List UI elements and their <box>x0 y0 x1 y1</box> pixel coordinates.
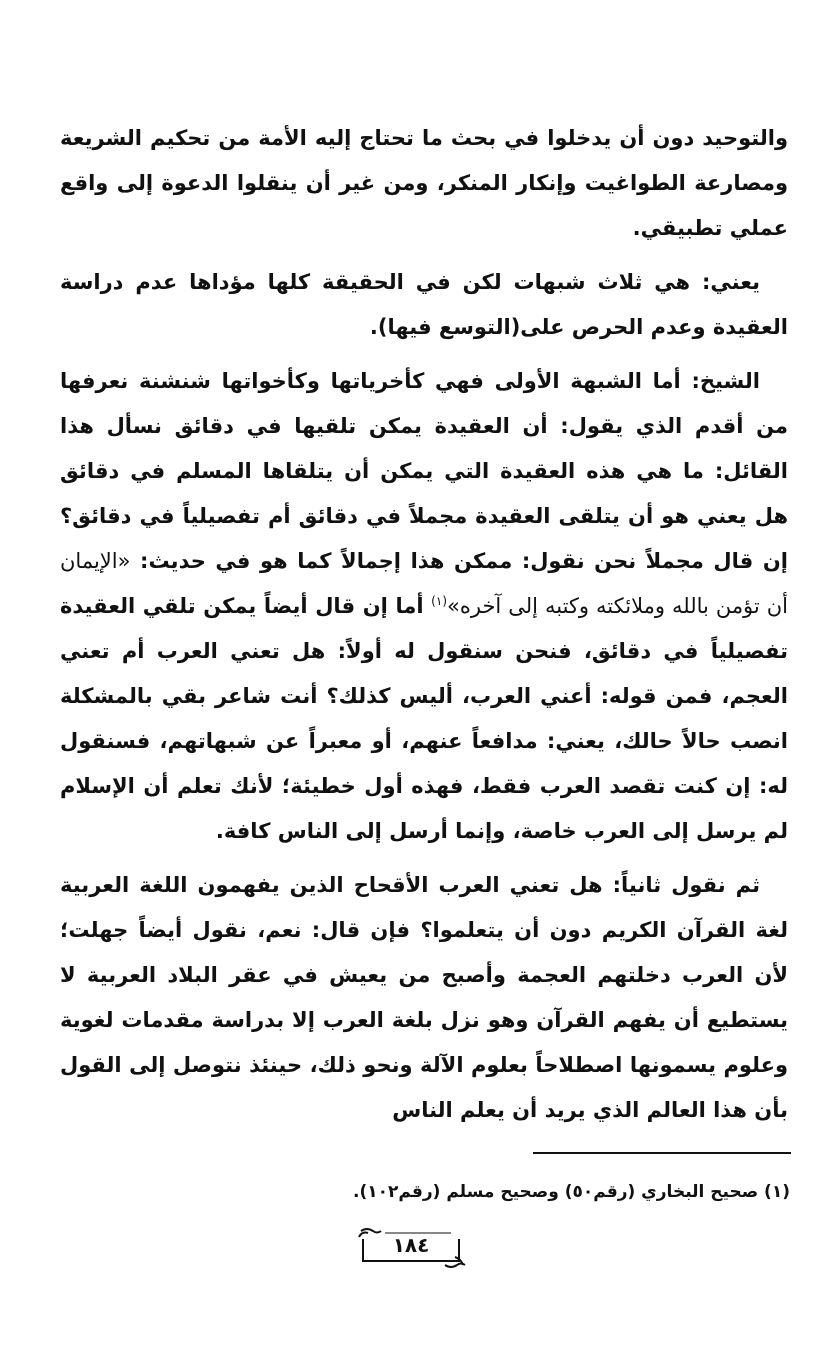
paragraph-1-text: والتوحيد دون أن يدخلوا في بحث ما تحتاج إليه الأمة من تحكيم الشريعة ومصارعة الطواغيت وإنكار المنكر، ومن غير أن ينقلوا الدعوة إلى واقع عملي تطبيقي. <box>60 126 788 240</box>
paragraph-4 <box>60 863 788 1133</box>
footnote <box>300 1178 790 1206</box>
footnote-text: (١) صحيح البخاري (رقم٥٠) وصحيح مسلم (رقم١٠٢). <box>353 1182 790 1202</box>
paragraph-1 <box>60 116 788 251</box>
hadith-quote: «الإيمان أن تؤمن بالله وملائكته وكتبه إلى آخره» <box>60 549 789 618</box>
paragraph-2-text: هي ثلاث شبهات لكن في الحقيقة كلها مؤداها عدم دراسة العقيدة وعدم الحرص على(التوسع فيها). <box>60 270 788 339</box>
speaker-label-sheikh: الشيخ: <box>691 369 760 393</box>
main-text-body <box>60 116 788 1142</box>
footnote-reference: (١) <box>431 594 447 608</box>
page-number: ١٨٤ <box>392 1233 430 1257</box>
footnote-separator <box>533 1152 791 1154</box>
page-number-frame <box>355 1225 467 1269</box>
paragraph-3-text-b: أما إن قال أيضاً يمكن تلقي العقيدة تفصيلياً في دقائق، فنحن سنقول له أولاً: هل تعني العرب أم تعني العجم، فمن قوله: أعني العرب، أليس كذلك؟ أنت شاعر بقي بالمشكلة انصب حالاً حالك، يعني: مدافعاً عنهم، أو معبراً عن شبهاتهم، فسنقول له: إن كنت تقصد العرب فقط، فهذه أول خطيئة؛ لأنك تعلم أن الإسلام لم يرسل إلى العرب خاصة، وإنما أرسل إلى الناس كافة. <box>60 594 788 843</box>
paragraph-3-text-a: أما الشبهة الأولى فهي كأخرياتها وكأخواتها شنشنة نعرفها من أقدم الذي يقول: أن العقيدة يمكن تلقيها في دقائق نسأل هذا القائل: ما هي هذه العقيدة التي يمكن أن يتلقاها المسلم في دقائق هل يعني هو أن يتلقى العقيدة مجملاً في دقائق أم تفصيلياً في دقائق؟ إن قال مجملاً نحن نقول: ممكن هذا إجمالاً كما هو في حديث: <box>60 369 788 573</box>
paragraph-3 <box>60 359 788 854</box>
speaker-label-yaani: يعني: <box>702 270 760 294</box>
paragraph-4-text: ثم نقول ثانياً: هل تعني العرب الأقحاح الذين يفهمون اللغة العربية لغة القرآن الكريم دون أن يتعلموا؟ فإن قال: نعم، نقول أيضاً جهلت؛ لأن العرب دخلتهم العجمة وأصبح من يعيش في عقر البلاد العربية لا يستطيع أن يفهم القرآن وهو نزل بلغة العرب إلا بدراسة مقدمات لغوية وعلوم يسمونها اصطلاحاً بعلوم الآلة ونحو ذلك، حينئذ نتوصل إلى القول بأن هذا العالم الذي يريد أن يعلم الناس <box>60 873 788 1122</box>
paragraph-2 <box>60 260 788 350</box>
